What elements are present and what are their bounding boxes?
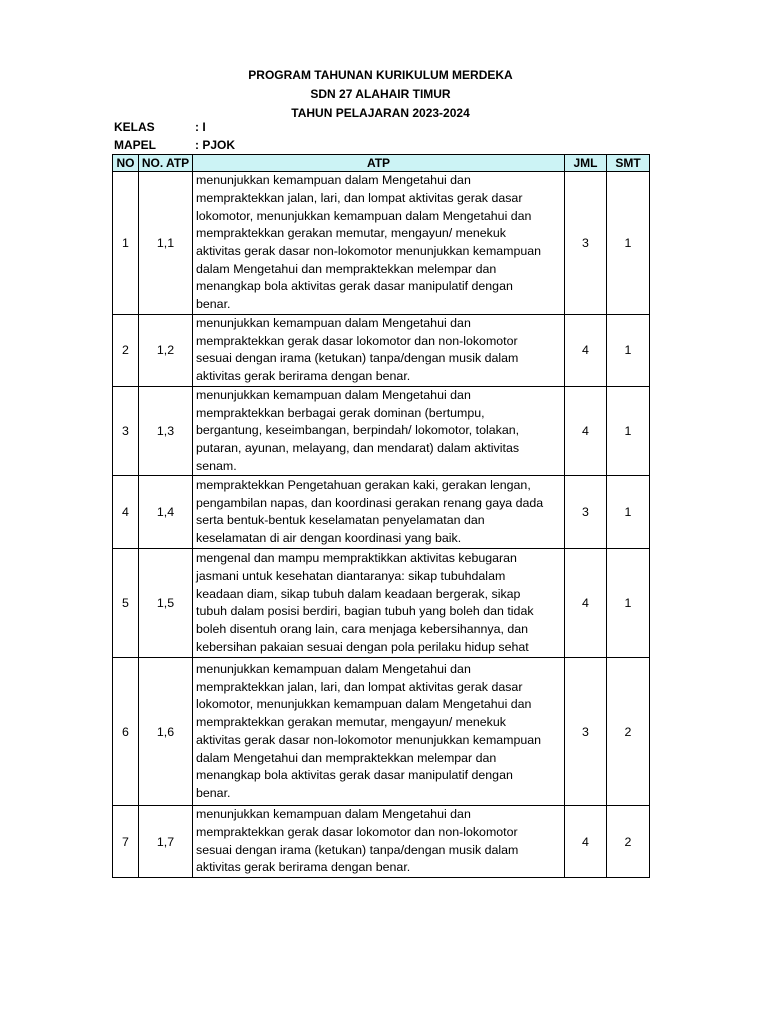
- atp-text: menunjukkan kemampuan dalam Mengetahui dan mempraktekkan gerak dasar lokomotor dan non-lokomotor sesuai dengan irama (ketukan) tanpa/dengan musik dalam aktivitas gerak berirama dengan benar.: [196, 807, 519, 875]
- academic-year: TAHUN PELAJARAN 2023-2024: [291, 106, 470, 120]
- column-header-no: NO: [113, 155, 139, 172]
- cell-no: 3: [113, 386, 139, 476]
- column-header-jml: JML: [565, 155, 607, 172]
- cell-no: 1: [113, 172, 139, 315]
- cell-no-atp: 1,3: [139, 386, 193, 476]
- school-name: SDN 27 ALAHAIR TIMUR: [310, 87, 451, 101]
- cell-atp: [193, 386, 565, 476]
- cell-smt: 1: [607, 315, 650, 387]
- cell-no-atp: 1,1: [139, 172, 193, 315]
- cell-no: 7: [113, 806, 139, 878]
- cell-atp: [193, 172, 565, 315]
- cell-no: 5: [113, 549, 139, 658]
- cell-no-atp: 1,7: [139, 806, 193, 878]
- cell-smt: 1: [607, 386, 650, 476]
- table-row: [113, 549, 650, 658]
- cell-no-atp: 1,2: [139, 315, 193, 387]
- document-title: PROGRAM TAHUNAN KURIKULUM MERDEKA: [248, 68, 513, 82]
- meta-mapel: [114, 136, 235, 154]
- cell-smt: 2: [607, 806, 650, 878]
- cell-atp: [193, 315, 565, 387]
- cell-smt: 2: [607, 658, 650, 806]
- cell-jml: 4: [565, 315, 607, 387]
- column-header-smt: SMT: [607, 155, 650, 172]
- cell-no-atp: 1,4: [139, 476, 193, 549]
- cell-jml: 3: [565, 658, 607, 806]
- table-header-row: [113, 155, 650, 172]
- atp-text: mengenal dan mampu mempraktikkan aktivitas kebugaran jasmani untuk kesehatan diantaranya: sikap tubuhdalam keadaan diam, sikap tubuh dalam keadaan bergerak, sikap tubuh dalam posisi berdiri, bagian tubuh yang boleh dan tidak boleh disentuh orang lain, cara menjaga kebersihannya, dan kebersihan pakaian sesuai dengan pola perilaku hidup sehat: [196, 551, 534, 654]
- atp-text: menunjukkan kemampuan dalam Mengetahui dan mempraktekkan gerak dasar lokomotor dan non-lokomotor sesuai dengan irama (ketukan) tanpa/dengan musik dalam aktivitas gerak berirama dengan benar.: [196, 316, 519, 384]
- cell-atp: [193, 658, 565, 806]
- cell-jml: 4: [565, 549, 607, 658]
- table-row: [113, 386, 650, 476]
- cell-smt: 1: [607, 549, 650, 658]
- cell-atp: [193, 549, 565, 658]
- cell-no-atp: 1,5: [139, 549, 193, 658]
- cell-jml: 4: [565, 806, 607, 878]
- table-row: [113, 172, 650, 315]
- atp-table: [112, 154, 650, 878]
- cell-jml: 4: [565, 386, 607, 476]
- cell-atp: [193, 806, 565, 878]
- kelas-value: : I: [195, 120, 206, 134]
- document-title-block: [112, 66, 649, 123]
- table-row: [113, 806, 650, 878]
- mapel-label: MAPEL: [114, 138, 156, 152]
- column-header-atp: ATP: [193, 155, 565, 172]
- cell-no-atp: 1,6: [139, 658, 193, 806]
- cell-no: 4: [113, 476, 139, 549]
- table-row: [113, 315, 650, 387]
- atp-text: menunjukkan kemampuan dalam Mengetahui dan mempraktekkan jalan, lari, dan lompat aktivitas gerak dasar lokomotor, menunjukkan kemampuan dalam Mengetahui dan mempraktekkan gerakan memutar, mengayun/ menekuk aktivitas gerak dasar non-lokomotor menunjukkan kemampuan dalam Mengetahui dan mempraktekkan melempar dan menangkap bola aktivitas gerak dasar manipulatif dengan benar.: [196, 662, 542, 800]
- cell-atp: [193, 476, 565, 549]
- cell-no: 2: [113, 315, 139, 387]
- atp-text: menunjukkan kemampuan dalam Mengetahui dan mempraktekkan jalan, lari, dan lompat aktivitas gerak dasar lokomotor, menunjukkan kemampuan dalam Mengetahui dan mempraktekkan gerakan memutar, mengayun/ menekuk aktivitas gerak dasar non-lokomotor menunjukkan kemampuan dalam Mengetahui dan mempraktekkan melempar dan menangkap bola aktivitas gerak dasar manipulatif dengan benar.: [196, 173, 542, 312]
- cell-smt: 1: [607, 172, 650, 315]
- column-header-no-atp: NO. ATP: [139, 155, 193, 172]
- table-row: [113, 658, 650, 806]
- cell-jml: 3: [565, 476, 607, 549]
- meta-kelas: [114, 118, 206, 136]
- atp-text: mempraktekkan Pengetahuan gerakan kaki, gerakan lengan, pengambilan napas, dan koordinasi gerakan renang gaya dada serta bentuk-bentuk keselamatan penyelamatan dan keselamatan di air dengan koordinasi yang baik.: [196, 477, 544, 546]
- kelas-label: KELAS: [114, 120, 155, 134]
- mapel-value: : PJOK: [195, 138, 236, 152]
- cell-smt: 1: [607, 476, 650, 549]
- cell-jml: 3: [565, 172, 607, 315]
- atp-text: menunjukkan kemampuan dalam Mengetahui dan mempraktekkan berbagai gerak dominan (bertumpu, bergantung, keseimbangan, berpindah/ lokomotor, tolakan, putaran, ayunan, melayang, dan mendarat) dalam aktivitas senam.: [196, 387, 520, 473]
- table-row: [113, 476, 650, 549]
- cell-no: 6: [113, 658, 139, 806]
